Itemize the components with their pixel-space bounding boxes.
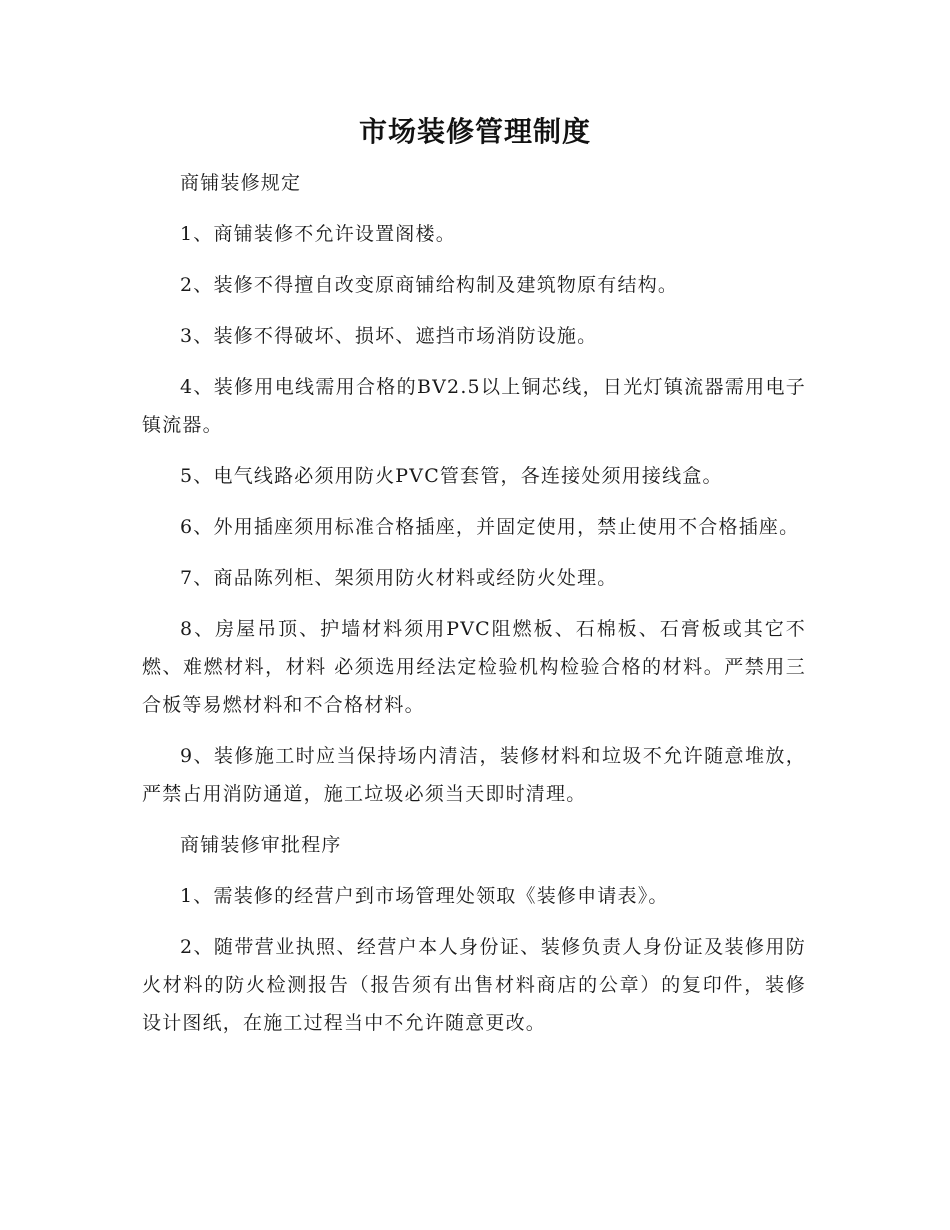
step-1: 1、需装修的经营户到市场管理处领取《装修申请表》。 <box>180 885 669 907</box>
document-body <box>142 164 806 1055</box>
rule-8: 8、房屋吊顶、护墙材料须用PVC阻燃板、石棉板、石膏板或其它不燃、难燃材料，材料 必须选用经法定检验机构检验合格的材料。严禁用三合板等易燃材料和不合格材料。 <box>142 618 806 716</box>
rule-3: 3、装修不得破坏、损坏、遮挡市场消防设施。 <box>180 325 598 347</box>
rule-2: 2、装修不得擅自改变原商铺给构制及建筑物原有结构。 <box>180 274 679 296</box>
rule-4: 4、装修用电线需用合格的BV2.5以上铜芯线，日光灯镇流器需用电子镇流器。 <box>142 376 806 436</box>
section-heading-regulations: 商铺装修规定 <box>180 172 302 194</box>
step-2: 2、随带营业执照、经营户本人身份证、装修负责人身份证及装修用防火材料的防火检测报告（报告须有出售材料商店的公章）的复印件，装修设计图纸，在施工过程当中不允许随意更改。 <box>142 936 806 1034</box>
rule-1: 1、商铺装修不允许设置阁楼。 <box>180 223 456 245</box>
rule-9: 9、装修施工时应当保持场内清洁，装修材料和垃圾不允许随意堆放，严禁占用消防通道，施工垃圾必须当天即时清理。 <box>142 745 806 805</box>
rule-6: 6、外用插座须用标准合格插座，并固定使用，禁止使用不合格插座。 <box>180 516 800 538</box>
rule-7: 7、商品陈列柜、架须用防火材料或经防火处理。 <box>180 567 618 589</box>
rule-5: 5、电气线路必须用防火PVC管套管，各连接处须用接线盒。 <box>180 465 723 487</box>
document-title: 市场装修管理制度 <box>358 115 591 148</box>
section-heading-approval: 商铺装修审批程序 <box>180 834 342 856</box>
